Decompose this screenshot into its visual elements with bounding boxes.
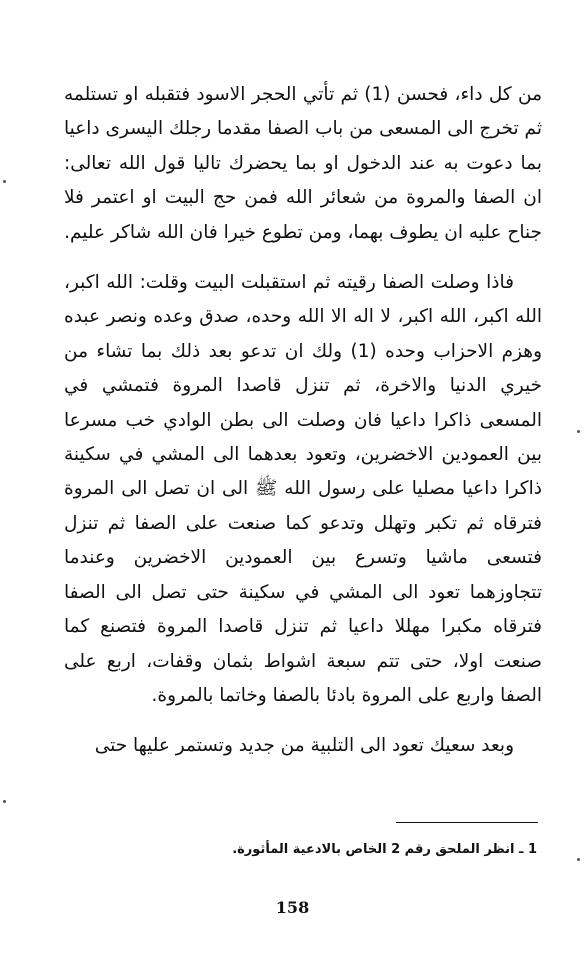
body-text [64, 78, 542, 764]
footnote: 1 ـ انظر الملحق رقم 2 الخاص بالادعية المأثورة. [232, 842, 537, 857]
scan-speck [577, 858, 580, 861]
scan-speck [577, 430, 580, 433]
scan-speck [3, 800, 6, 803]
paragraph-2: فاذا وصلت الصفا رقيته ثم استقبلت البيت وقلت: الله اكبر، الله اكبر، الله اكبر، لا اله الا الله وحده، صدق وعده ونصر عبده وهزم الاحزاب وحده (1) ولك ان تدعو بعد ذلك بما تشاء من خيري الدنيا والاخرة، ثم تنزل قاصدا المروة فتمشي في المسعى ذاكرا داعيا فان وصلت الى بطن الوادي خب مسرعا بين العمودين الاخضرين، وتعود بعدهما الى المشي في سكينة ذاكرا داعيا مصليا على رسول الله ﷺ الى ان تصل الى المروة فترقاه ثم تكبر وتهلل وتدعو كما صنعت على الصفا ثم تنزل فتسعى ماشيا وتسرع بين العمودين الاخضرين وعندما تتجاوزهما تعود الى المشي في سكينة حتى تصل الى الصفا فترقاه مكبرا مهللا داعيا ثم تنزل قاصدا المروة فتصنع كما صنعت اولا، حتى تتم سبعة اشواط بثمان وقفات، اربع على الصفا واربع على المروة بادئا بالصفا وخاتما بالمروة. [64, 272, 542, 706]
page-number: 158 [275, 898, 310, 917]
paragraph-1: من كل داء، فحسن (1) ثم تأتي الحجر الاسود فتقبله او تستلمه ثم تخرج الى المسعى من باب الصفا مقدما رجلك اليسرى داعيا بما دعوت به عند الدخول او بما يحضرك تاليا قول الله تعالى: ان الصفا والمروة من شعائر الله فمن حج البيت او اعتمر فلا جناح عليه ان يطوف بهما، ومن تطوع خيرا فان الله شاكر عليم. [64, 84, 542, 243]
footnote-divider [396, 822, 538, 823]
paragraph-3: وبعد سعيك تعود الى التلبية من جديد وتستمر عليها حتى [94, 735, 514, 757]
scan-speck [3, 180, 6, 183]
